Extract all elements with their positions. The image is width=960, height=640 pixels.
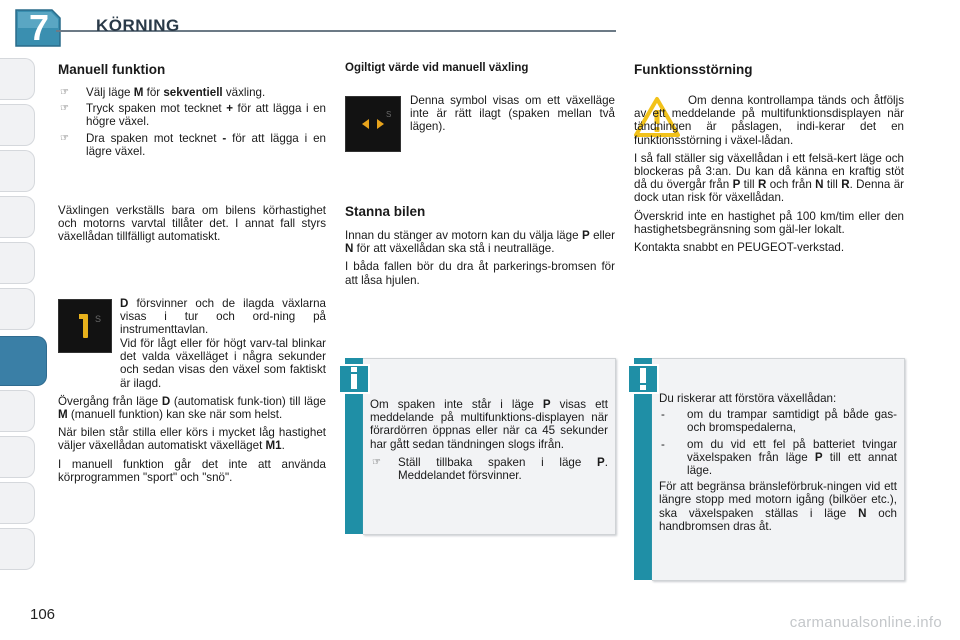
- heading-funktionsstorning: Funktionsstörning: [634, 62, 753, 77]
- info-icon: [337, 364, 371, 394]
- para-vaxlingen: Växlingen verkställs bara om bilens körhastighet och motorns varvtal tillåter det. I annat fall styrs växellådan tillfälligt automatiskt.: [58, 204, 326, 244]
- side-tab-3: [0, 150, 35, 192]
- para-varvtal: Vid för lågt eller för högt varv-tal blinkar det valda växelläget i några sekunder och sedan visas den växel som faktiskt är ilagd.: [120, 337, 326, 390]
- side-tab-6: [0, 288, 35, 330]
- side-tab-7-active: [0, 336, 47, 386]
- watermark: carmanualsonline.info: [789, 614, 942, 631]
- manual-bullets: [58, 86, 326, 158]
- dash-bullet: -: [661, 408, 665, 422]
- page-number: 106: [30, 606, 56, 623]
- para-overgang: Övergång från läge D (automatisk funk-tion) till läge M (manuell funktion) kan ske när som helst.: [58, 394, 326, 422]
- para-kontakta: Kontakta snabbt en PEUGEOT-verkstad.: [634, 241, 845, 255]
- list-item: - om du trampar samtidigt på både gas- och bromspedalerna,: [661, 408, 897, 435]
- heading-ogiltigt-varde: Ogiltigt värde vid manuell växling: [345, 62, 529, 74]
- list-item: ☞ Dra spaken mot tecknet - för att lägga i en lägre växel.: [60, 131, 326, 158]
- pointing-hand-icon: ☞: [372, 456, 381, 468]
- warn-outro: För att begränsa bränsleförbruk-ningen vid ett längre stopp med motorn igång (bilköer etc.), ska växelspaken ställas i läge N och handbromsen dras åt.: [659, 480, 897, 533]
- side-tab-5: [0, 242, 35, 284]
- list-item: - om du vid ett fel på batteriet tvingar växelspaken från läge P till ett annat läge.: [661, 437, 898, 478]
- column-1: [58, 62, 326, 161]
- para-hastighet: Överskrid inte en hastighet på 100 km/tim eller den hastighetsbegränsning som gäl-ler lokalt.: [634, 209, 904, 236]
- column-3: [634, 62, 904, 77]
- chapter-title: KÖRNING: [96, 16, 180, 35]
- svg-text:S: S: [386, 110, 392, 119]
- para-stanga-av: Innan du stänger av motorn kan du välja läge P eller N för att växellådan ska stå i neutralläge.: [345, 229, 615, 256]
- warn-intro: Du riskerar att förstöra växellådan:: [659, 392, 837, 405]
- heading-stanna-bilen: Stanna bilen: [345, 204, 426, 219]
- exclamation-icon: [626, 364, 660, 394]
- list-item: ☞ Välj läge M för sekventiell växling.: [60, 86, 266, 99]
- side-tab-11: [0, 528, 35, 570]
- para-kontrollampa: Om denna kontrollampa tänds och åtföljs av ett meddelande på multifunktionsdisplayen när tändningen är påslagen, indi-kerar det en funktionsstörning i växel-lådan.: [634, 94, 904, 147]
- list-item: ☞ Ställ tillbaka spaken i läge P. Meddelandet försvinner.: [372, 455, 608, 483]
- side-tab-1: [0, 58, 35, 100]
- stop-section: [345, 204, 615, 292]
- para-stilla: När bilen står stilla eller körs i mycket låg hastighet väljer växellådan automatiskt växelläget M1.: [58, 426, 326, 453]
- side-tab-9: [0, 436, 35, 478]
- invalid-gear-symbol-icon: [345, 96, 401, 152]
- warning-panel-text: [659, 392, 897, 538]
- side-tab-4: [0, 196, 35, 238]
- symbol-text: Denna symbol visas om ett växelläge inte är rätt ilagt (spaken mellan två lägen).: [410, 94, 615, 134]
- info-panel-text: Om spaken inte står i läge P visas ett meddelande på multifunktions-displayen när förardörren öppnas eller när ca 45 sekunder har gått sedan tändningen slogs ifrån. ☞ Ställ tillbaka spaken i läge P. Meddelandet försvinner.: [370, 398, 608, 483]
- column-1-lower: [58, 337, 326, 489]
- pointing-hand-icon: ☞: [60, 87, 69, 98]
- side-tab-10: [0, 482, 35, 524]
- para-parkeringsbroms: I båda fallen bör du dra åt parkerings-bromsen för att låsa hjulen.: [345, 260, 615, 287]
- pointing-hand-icon: ☞: [60, 132, 69, 144]
- dash-bullet: -: [661, 437, 665, 451]
- pointing-hand-icon: ☞: [60, 103, 69, 115]
- column-2: [345, 62, 615, 74]
- para-korprogram: I manuell funktion går det inte att använda körprogrammen "sport" och "snö".: [58, 457, 326, 484]
- side-tab-2: [0, 104, 35, 146]
- list-item: ☞ Tryck spaken mot tecknet + för att lägga i en högre växel.: [60, 102, 326, 129]
- column-3-body: [634, 94, 904, 259]
- svg-text:S: S: [95, 314, 102, 324]
- d-disappears-text: D försvinner och de ilagda växlarna visas i tur och ord-ning på instrumenttavlan.: [120, 297, 326, 337]
- para-felsakert: I så fall ställer sig växellådan i ett felsä-kert läge och blockeras på 3:an. Du kan då känna en kraftig stöt då du övergår från P till R och från N till R. Denna är dock utan risk för växellådan.: [634, 151, 905, 205]
- chapter-number: 7: [28, 7, 50, 48]
- side-tab-8: [0, 390, 35, 432]
- heading-manuell-funktion: Manuell funktion: [58, 62, 166, 77]
